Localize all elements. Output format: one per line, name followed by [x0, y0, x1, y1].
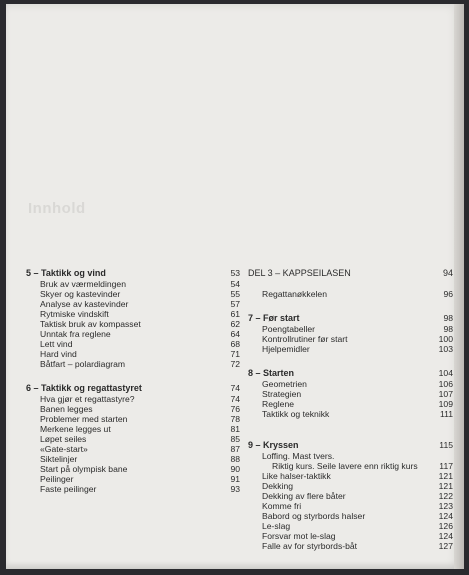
chapter-page: 115: [439, 440, 453, 450]
part-page: 94: [442, 268, 453, 278]
toc-entry: [26, 309, 240, 319]
entry-label: Le-slag: [262, 521, 291, 531]
book-spine-edge: [454, 4, 464, 569]
entry-label: Løpet seiles: [40, 434, 87, 444]
entry-page: 90: [230, 464, 240, 474]
toc-entry: [26, 464, 240, 474]
entry-label: Taktikk og teknikk: [262, 409, 330, 419]
entry-label: Siktelinjer: [40, 454, 78, 464]
chapter-page: 104: [438, 368, 453, 378]
entry-page: 55: [230, 289, 240, 299]
toc-entry: [248, 481, 453, 491]
entry-label: Komme fri: [262, 501, 302, 511]
toc-entry: [248, 289, 453, 299]
entry-page: 61: [230, 309, 240, 319]
spacer: [248, 419, 453, 433]
toc-entry: [248, 501, 453, 511]
entry-page: 122: [438, 491, 453, 501]
entry-label: Forsvar mot le-slag: [262, 531, 336, 541]
entry-page: 74: [230, 394, 240, 404]
entry-page: 72: [230, 359, 240, 369]
entry-label: Reglene: [262, 399, 295, 409]
chapter-title: 5 – Taktikk og vind: [26, 268, 106, 278]
entry-page: 88: [230, 454, 240, 464]
toc-entry: [26, 319, 240, 329]
entry-page: 98: [443, 324, 453, 334]
toc-chapter-8: [248, 368, 453, 379]
part-title: DEL 3 – KAPPSEILASEN: [248, 268, 351, 278]
toc-entry: [26, 474, 240, 484]
entry-label: Båtfart – polardiagram: [40, 359, 126, 369]
entry-page: 103: [438, 344, 453, 354]
entry-page: 62: [230, 319, 240, 329]
toc-entry: [26, 339, 240, 349]
entry-label: Riktig kurs. Seile lavere enn riktig kurs: [272, 461, 418, 471]
entry-label: Lett vind: [40, 339, 73, 349]
toc-entry: [248, 531, 453, 541]
spacer: [26, 369, 240, 383]
entry-page: 78: [230, 414, 240, 424]
toc-entry: [248, 344, 453, 354]
entry-page: 76: [230, 404, 240, 414]
toc-entry: [248, 409, 453, 419]
toc-entry: [248, 461, 453, 471]
entry-page: 106: [438, 379, 453, 389]
toc-entry: [26, 454, 240, 464]
chapter-title: 8 – Starten: [248, 368, 295, 378]
entry-label: Loffing. Mast tvers.: [262, 451, 335, 461]
ghost-title-showthrough: Innhold: [28, 200, 86, 217]
toc-entry: [248, 521, 453, 531]
toc-right-column: [248, 268, 453, 551]
toc-entry: [248, 399, 453, 409]
entry-page: 111: [439, 409, 453, 419]
toc-chapter-6: [26, 383, 240, 394]
entry-label: «Gate-start»: [40, 444, 88, 454]
toc-entry: [248, 491, 453, 501]
entry-label: Regattanøkkelen: [262, 289, 327, 299]
entry-label: Bruk av værmeldingen: [40, 279, 126, 289]
entry-label: Poengtabeller: [262, 324, 316, 334]
toc-left-column: [26, 268, 240, 494]
toc-entry: [248, 334, 453, 344]
entry-page: 71: [230, 349, 240, 359]
toc-part-3: [248, 268, 453, 279]
entry-page: 57: [230, 299, 240, 309]
entry-label: Problemer med starten: [40, 414, 128, 424]
entry-page: 100: [438, 334, 453, 344]
toc-entry: [26, 329, 240, 339]
toc-entry: [26, 434, 240, 444]
entry-label: Hva gjør et regattastyre?: [40, 394, 135, 404]
entry-page: 54: [230, 279, 240, 289]
toc-entry: [26, 394, 240, 404]
entry-label: Hjelpemidler: [262, 344, 310, 354]
toc-entry: [248, 451, 453, 461]
entry-label: Like halser-taktikk: [262, 471, 331, 481]
entry-label: Peilinger: [40, 474, 74, 484]
toc-entry: [26, 349, 240, 359]
spacer: [248, 433, 453, 440]
toc-entry: [26, 424, 240, 434]
entry-page: 121: [438, 471, 453, 481]
entry-page: 96: [443, 289, 453, 299]
toc-entry: [26, 484, 240, 494]
entry-page: 124: [438, 531, 453, 541]
entry-page: 85: [230, 434, 240, 444]
entry-page: 126: [438, 521, 453, 531]
toc-entry: [248, 541, 453, 551]
entry-label: Start på olympisk bane: [40, 464, 128, 474]
entry-page: 93: [230, 484, 240, 494]
toc-entry: [248, 389, 453, 399]
entry-label: Unntak fra reglene: [40, 329, 111, 339]
entry-page: [433, 451, 453, 461]
toc-entry: [26, 404, 240, 414]
spacer: [248, 354, 453, 368]
entry-page: 107: [438, 389, 453, 399]
entry-label: Babord og styrbords halser: [262, 511, 366, 521]
toc-entry: [248, 379, 453, 389]
toc-entry: [26, 414, 240, 424]
chapter-page: 74: [230, 383, 240, 393]
spacer: [248, 279, 453, 289]
entry-label: Kontrollrutiner før start: [262, 334, 348, 344]
entry-page: 64: [230, 329, 240, 339]
toc-chapter-5: [26, 268, 240, 279]
entry-page: 91: [230, 474, 240, 484]
entry-page: 117: [439, 461, 453, 471]
entry-page: 124: [438, 511, 453, 521]
toc-chapter-9: [248, 440, 453, 451]
entry-page: 121: [438, 481, 453, 491]
toc-entry: [26, 359, 240, 369]
chapter-page: 53: [230, 268, 240, 278]
entry-label: Strategien: [262, 389, 302, 399]
toc-entry: [26, 299, 240, 309]
entry-label: Taktisk bruk av kompasset: [40, 319, 141, 329]
toc-entry: [26, 279, 240, 289]
toc-entry: [248, 324, 453, 334]
book-page: [6, 4, 464, 569]
entry-page: 87: [230, 444, 240, 454]
toc-entry: [26, 444, 240, 454]
chapter-title: 9 – Kryssen: [248, 440, 299, 450]
entry-label: Falle av for styrbords-båt: [262, 541, 358, 551]
entry-page: 81: [230, 424, 240, 434]
entry-label: Geometrien: [262, 379, 307, 389]
entry-page: 109: [438, 399, 453, 409]
entry-label: Faste peilinger: [40, 484, 97, 494]
entry-page: 127: [438, 541, 453, 551]
entry-label: Dekking: [262, 481, 294, 491]
toc-entry: [26, 289, 240, 299]
chapter-title: 6 – Taktikk og regattastyret: [26, 383, 142, 393]
chapter-title: 7 – Før start: [248, 313, 300, 323]
toc-entry: [248, 511, 453, 521]
entry-label: Banen legges: [40, 404, 93, 414]
entry-label: Rytmiske vindskift: [40, 309, 109, 319]
entry-label: Hard vind: [40, 349, 77, 359]
entry-label: Analyse av kastevinder: [40, 299, 129, 309]
entry-label: Skyer og kastevinder: [40, 289, 121, 299]
entry-label: Dekking av flere båter: [262, 491, 346, 501]
toc-entry: [248, 471, 453, 481]
entry-page: 68: [230, 339, 240, 349]
chapter-page: 98: [443, 313, 453, 323]
toc-chapter-7: [248, 313, 453, 324]
spacer: [248, 299, 453, 313]
entry-label: Merkene legges ut: [40, 424, 111, 434]
entry-page: 123: [438, 501, 453, 511]
